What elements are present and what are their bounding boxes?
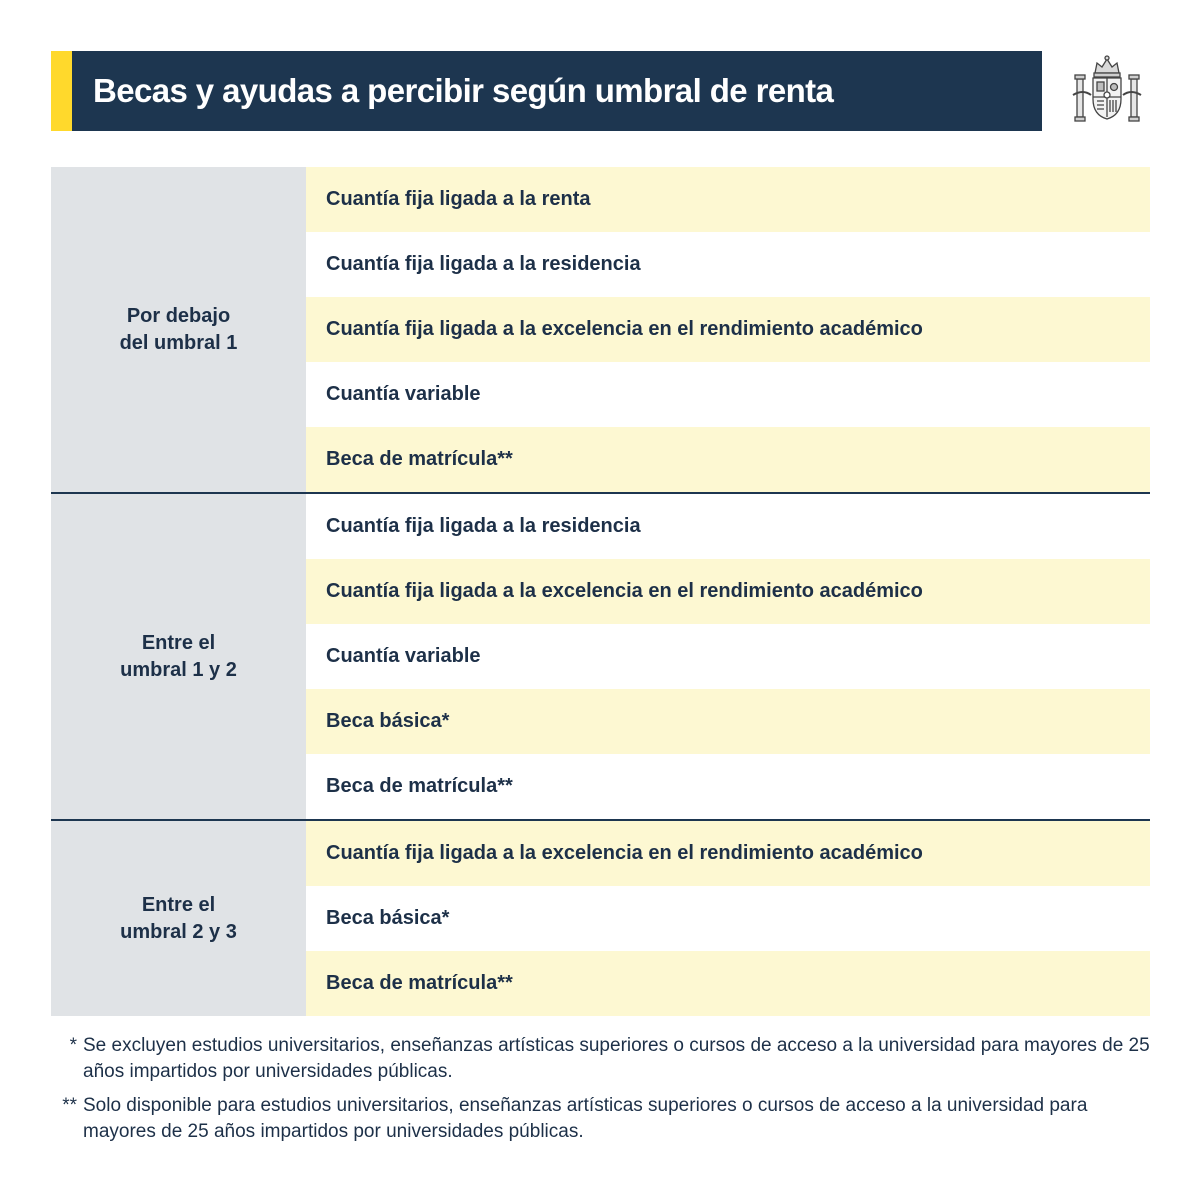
- threshold-group: [51, 167, 1150, 492]
- footnote-mark: **: [62, 1095, 77, 1116]
- aid-item: Cuantía fija ligada a la excelencia en el rendimiento académico: [306, 559, 1150, 624]
- page-title: Becas y ayudas a percibir según umbral de renta: [93, 72, 834, 109]
- aid-item: Cuantía fija ligada a la residencia: [326, 253, 641, 275]
- aid-item: Beca de matrícula**: [306, 427, 1150, 492]
- title-accent-bar: [51, 51, 72, 131]
- aid-item: Beca básica*: [306, 689, 1150, 754]
- aid-item: Beca de matrícula**: [306, 951, 1150, 1016]
- aid-item: Beca básica*: [326, 907, 450, 929]
- aid-list: [306, 167, 1150, 492]
- aid-list: [306, 494, 1150, 819]
- aid-item: Cuantía fija ligada a la residencia: [326, 515, 641, 537]
- aid-item: Cuantía fija ligada a la excelencia en el rendimiento académico: [306, 821, 1150, 886]
- threshold-group: [51, 492, 1150, 819]
- aid-item: Cuantía variable: [326, 383, 481, 405]
- aid-list: [306, 821, 1150, 1016]
- threshold-label: Entre el umbral 2 y 3: [51, 821, 306, 1016]
- threshold-label: Por debajo del umbral 1: [51, 167, 306, 492]
- footnote-text: Solo disponible para estudios universitarios, enseñanzas artísticas superiores o cursos de acceso a la universidad para mayores de 25 años impartidos por universidades públicas.: [83, 1095, 1088, 1142]
- footnote: [51, 1033, 1154, 1085]
- threshold-label: Entre el umbral 1 y 2: [51, 494, 306, 819]
- scholarship-table: [51, 167, 1150, 1016]
- footnote-mark: *: [69, 1035, 77, 1056]
- footnote-text: Se excluyen estudios universitarios, enseñanzas artísticas superiores o cursos de acceso a la universidad para mayores de 25 años impartidos por universidades públicas.: [83, 1035, 1150, 1082]
- aid-item: Cuantía fija ligada a la renta: [306, 167, 1150, 232]
- threshold-group: [51, 819, 1150, 1016]
- footnotes: [51, 1033, 1154, 1153]
- aid-item: Cuantía fija ligada a la excelencia en el rendimiento académico: [306, 297, 1150, 362]
- aid-item: Beca de matrícula**: [326, 775, 513, 797]
- footnote: [51, 1093, 1154, 1145]
- aid-item: Cuantía variable: [326, 645, 481, 667]
- title-banner: [51, 51, 1042, 131]
- coat-of-arms-icon: [1069, 53, 1145, 129]
